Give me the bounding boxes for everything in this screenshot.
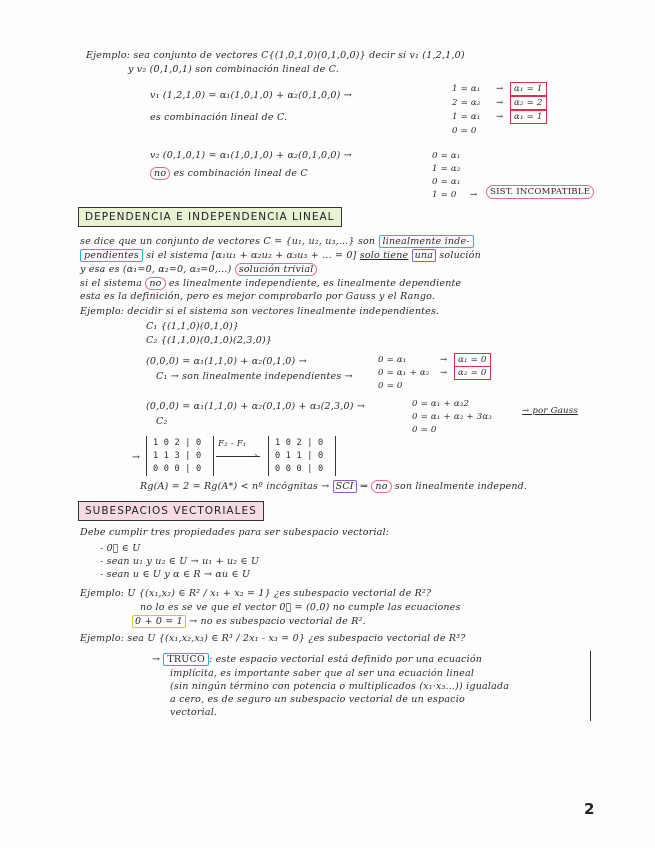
sub-truco-line4: a cero, es de seguro un subespacio vectorial de un espacio — [170, 694, 465, 705]
dep-matrix-1-row-0: 1 0 2 | 0 — [153, 438, 202, 448]
sub-example1-a: no lo es se ve que el vector 0⃗ = (0,0) no cumple las ecuaciones — [140, 602, 461, 613]
dep-c2-gauss: → por Gauss — [522, 406, 578, 416]
dep-def-line3: y esa es (α₁=0, α₂=0, α₃=0,...) solución trivial — [80, 264, 317, 276]
ex1-v1-arrow-0: → — [496, 84, 504, 94]
dep-def-line4: si el sistema no es linealmente independiente, es linealmente dependiente — [80, 278, 462, 289]
dep-c1-arrow-1: → — [440, 368, 448, 378]
dep-def-line1: se dice que un conjunto de vectores C = {u₁, u₂, u₃,...} son linealmente inde- — [80, 236, 474, 248]
dep-set-c2: C₂ {(1,1,0)(0,1,0)(2,3,0)} — [146, 335, 273, 346]
dep-c2-equation: (0,0,0) = α₁(1,1,0) + α₂(0,1,0) + α₃(2,3,0) → — [146, 401, 365, 412]
page-number: 2 — [584, 800, 595, 818]
ex1-v1-note: es combinación lineal de C. — [150, 112, 288, 123]
sub-example1: Ejemplo: U {(x₁,x₂) ∈ R² / x₁ + x₂ = 1} ¿es subespacio vectorial de R²? — [80, 588, 432, 599]
section-title-subespacios: SUBESPACIOS VECTORIALES — [78, 501, 264, 521]
sub-intro: Debe cumplir tres propiedades para ser subespacio vectorial: — [80, 527, 390, 538]
dep-matrix-2-row-2: 0 0 0 | 0 — [275, 464, 324, 474]
dep-c1-sys-1: 0 = α₁ + α₂ — [378, 368, 430, 378]
dep-c2-sys-2: 0 = 0 — [412, 425, 437, 435]
dep-rank-no: no — [371, 480, 391, 493]
sub-example1-b-row — [132, 616, 366, 628]
sub-example1-box: 0 + 0 = 1 — [132, 615, 186, 628]
ex1-v1-sys-1: 2 = α₂ — [452, 98, 481, 108]
ex1-v2-no-row — [150, 168, 308, 180]
dep-def-no: no — [145, 277, 165, 290]
ex1-v2-sys-2: 0 = α₁ — [432, 177, 461, 187]
ex1-v2-equation: v₂ (0,1,0,1) = α₁(1,0,1,0) + α₂(0,1,0,0) → — [150, 150, 352, 161]
dep-matrix-1-row-2: 0 0 0 | 0 — [153, 464, 202, 474]
dep-matrix-arrow-in: → — [132, 452, 141, 463]
ex1-v2-arrow: → — [470, 190, 478, 200]
sub-truco-label: TRUCO — [163, 653, 209, 666]
ex1-v2-sys-3: 1 = 0 — [432, 190, 457, 200]
ex1-v1-sys-3: 0 = 0 — [452, 126, 477, 136]
sub-example1-b: → no es subespacio vectorial de R². — [189, 616, 366, 627]
sub-prop-0: - 0⃗ ∈ U — [100, 543, 141, 554]
ex1-v2-no-highlight: no — [150, 167, 170, 180]
dep-row-operation: F₂ - F₁ — [218, 439, 247, 449]
dep-operation-arrow-head: › — [254, 451, 258, 461]
dep-c1-result-0: α₁ = 0 — [454, 353, 491, 367]
ex1-v1-equation: v₁ (1,2,1,0) = α₁(1,0,1,0) + α₂(0,1,0,0) → — [150, 90, 352, 101]
dep-def-una: una — [412, 249, 437, 262]
dep-def-trivial: solución trivial — [235, 263, 318, 276]
dep-c2-sys-1: 0 = α₁ + α₂ + 3α₃ — [412, 412, 493, 422]
section-title-dependencia: DEPENDENCIA E INDEPENDENCIA LINEAL — [78, 207, 342, 227]
sub-truco-line1: → TRUCO : este espacio vectorial está definido por una ecuación — [152, 654, 483, 665]
dep-rank-sci: SCI — [333, 480, 357, 493]
dep-rank-line: Rg(A) = 2 = Rg(A*) < nº incógnitas → SCI ⇒ no son linealmente independ. — [140, 481, 528, 492]
ex1-v2-sys-0: 0 = α₁ — [432, 151, 461, 161]
ex1-v1-result-0: α₁ = 1 — [510, 82, 547, 96]
ex1-v1-result-1: α₂ = 2 — [510, 96, 547, 110]
dep-matrix-1-row-1: 1 1 3 | 0 — [153, 451, 202, 461]
ex1-v1-result-2: α₁ = 1 — [510, 110, 547, 124]
dep-matrix-2-row-0: 1 0 2 | 0 — [275, 438, 324, 448]
ex1-v1-arrow-2: → — [496, 112, 504, 122]
sub-truco-line3: (sin ningún término con potencia o multiplicados (x₁·x₃...)) igualada — [170, 681, 510, 692]
dep-c1-result-1: α₂ = 0 — [454, 366, 491, 380]
dep-example-intro: Ejemplo: decidir si el sistema son vectores linealmente independientes. — [80, 306, 440, 317]
dep-c1-arrow-0: → — [440, 355, 448, 365]
ex1-intro-line1: Ejemplo: sea conjunto de vectores C{(1,0,1,0)(0,1,0,0)} decir si v₁ (1,2,1,0) — [86, 50, 465, 61]
dep-c2-label: C₂ — [156, 416, 168, 427]
ex1-v2-result: SIST. INCOMPATIBLE — [486, 185, 594, 199]
ex1-v1-arrow-1: → — [496, 98, 504, 108]
sub-truco-line5: vectorial. — [170, 707, 218, 718]
dep-matrix-2 — [268, 436, 336, 476]
sub-prop-1: - sean u₁ y u₂ ∈ U → u₁ + u₂ ∈ U — [100, 556, 260, 567]
dep-def-line2: pendientes si el sistema [α₁u₁ + α₂u₂ + α₃u₃ + ... = 0] solo tiene una solución — [80, 250, 481, 262]
dep-c1-equation: (0,0,0) = α₁(1,1,0) + α₂(0,1,0) → — [146, 356, 307, 367]
sub-prop-2: - sean u ∈ U y α ∈ R → αu ∈ U — [100, 569, 251, 580]
dep-set-c1: C₁ {(1,1,0)(0,1,0)} — [146, 321, 240, 332]
dep-def-line5: esta es la definición, pero es mejor comprobarlo por Gauss y el Rango. — [80, 291, 436, 302]
dep-matrix-2-row-1: 0 1 1 | 0 — [275, 451, 324, 461]
sub-example2: Ejemplo: sea U {(x₁,x₂,x₃) ∈ R³ / 2x₁ - x₃ = 0} ¿es subespacio vectorial de R³? — [80, 633, 466, 644]
dep-matrix-1 — [146, 436, 214, 476]
dep-def-linealmente: linealmente inde- — [379, 235, 474, 248]
ex1-v2-note: es combinación lineal de C — [173, 168, 308, 179]
ex1-intro-line2: y v₂ (0,1,0,1) son combinación lineal de C. — [128, 64, 339, 75]
sub-truco-line2: implícita, es importante saber que al ser una ecuación lineal — [170, 668, 475, 679]
dep-c1-note: C₁ → son linealmente independientes → — [156, 371, 353, 382]
ex1-v1-sys-0: 1 = α₁ — [452, 84, 481, 94]
dep-c2-sys-0: 0 = α₁ + α₃2 — [412, 399, 470, 409]
ex1-v2-sys-1: 1 = α₂ — [432, 164, 461, 174]
dep-c1-sys-0: 0 = α₁ — [378, 355, 407, 365]
sub-truco-bracket — [150, 650, 591, 721]
dep-def-pendientes: pendientes — [80, 249, 143, 262]
dep-c1-sys-2: 0 = 0 — [378, 381, 403, 391]
ex1-v1-sys-2: 1 = α₁ — [452, 112, 481, 122]
